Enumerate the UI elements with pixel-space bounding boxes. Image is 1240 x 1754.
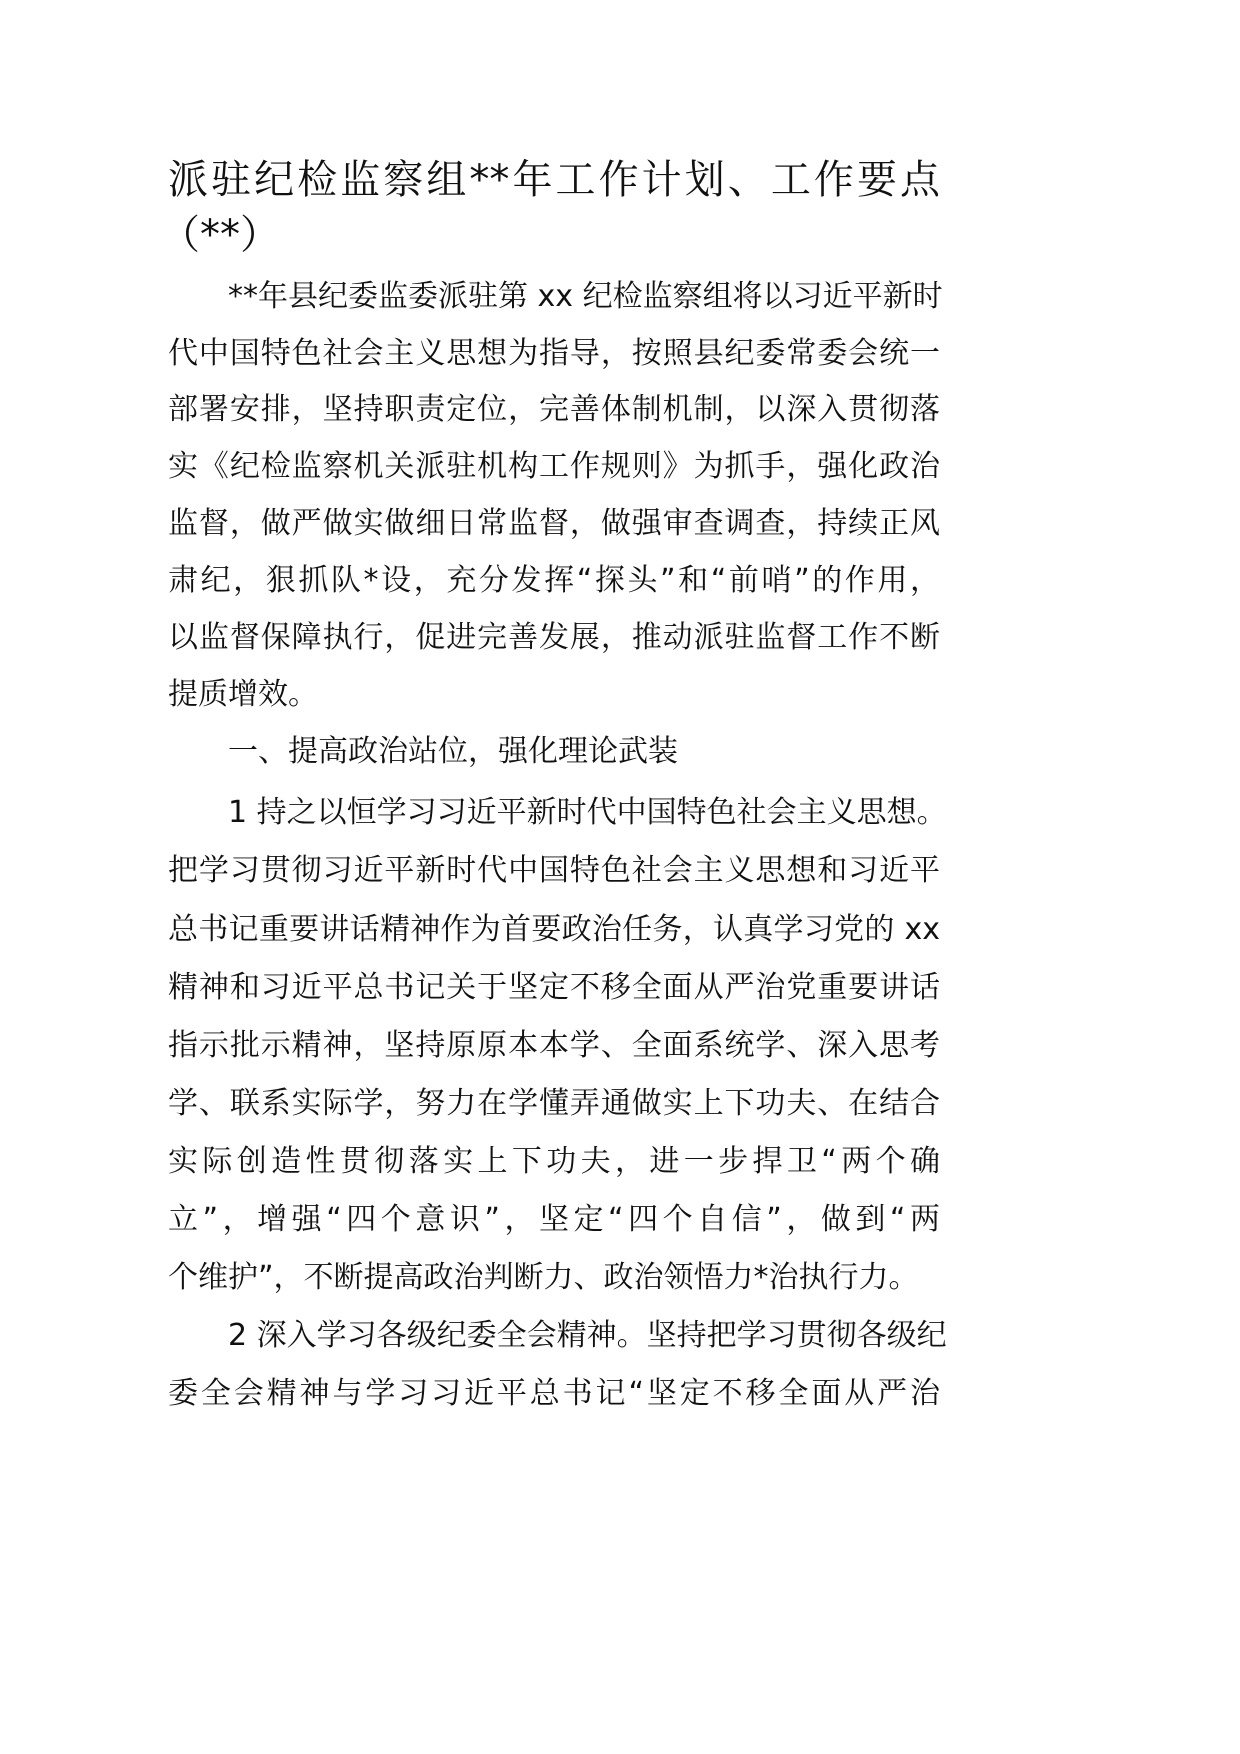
paragraph-line: 指示批示精神，坚持原原本本学、全面系统学、深入思考 xyxy=(168,1028,940,1063)
paragraph-line: 委全会精神与学习习近平总书记“坚定不移全面从严治 xyxy=(168,1376,940,1411)
section-heading: 一、提高政治站位，强化理论武装 xyxy=(228,734,678,769)
paragraph-line: 个维护”，不断提高政治判断力、政治领悟力*治执行力。 xyxy=(168,1260,919,1295)
paragraph-line: **年县纪委监委派驻第 xx 纪检监察组将以习近平新时 xyxy=(228,279,943,314)
paragraph-line: 实《纪检监察机关派驻机构工作规则》为抓手，强化政治 xyxy=(168,449,940,484)
paragraph-line: 以监督保障执行，促进完善发展，推动派驻监督工作不断 xyxy=(168,620,940,655)
paragraph-line: 代中国特色社会主义思想为指导，按照县纪委常委会统一 xyxy=(168,336,940,371)
paragraph-line: 立”，增强“四个意识”，坚定“四个自信”，做到“两 xyxy=(168,1202,940,1237)
document-title: 派驻纪检监察组**年工作计划、工作要点 xyxy=(168,157,940,203)
paragraph-line: 精神和习近平总书记关于坚定不移全面从严治党重要讲话 xyxy=(168,970,940,1005)
paragraph-line: 肃纪，狠抓队*设，充分发挥“探头”和“前哨”的作用， xyxy=(168,563,940,598)
paragraph-line: 部署安排，坚持职责定位，完善体制机制，以深入贯彻落 xyxy=(168,392,940,427)
paragraph-line: 学、联系实际学，努力在学懂弄通做实上下功夫、在结合 xyxy=(168,1086,940,1121)
paragraph-line: 监督，做严做实做细日常监督，做强审查调查，持续正风 xyxy=(168,506,940,541)
paragraph-line: 1 持之以恒学习习近平新时代中国特色社会主义思想。 xyxy=(228,795,947,830)
paragraph-line: 实际创造性贯彻落实上下功夫，进一步捍卫“两个确 xyxy=(168,1144,940,1179)
paragraph-line: 2 深入学习各级纪委全会精神。坚持把学习贯彻各级纪 xyxy=(228,1318,947,1353)
document-title-year: （**） xyxy=(160,212,280,258)
paragraph-line: 提质增效。 xyxy=(168,677,318,712)
paragraph-line: 总书记重要讲话精神作为首要政治任务，认真学习党的 xx xyxy=(168,912,940,947)
paragraph-line: 把学习贯彻习近平新时代中国特色社会主义思想和习近平 xyxy=(168,853,940,888)
